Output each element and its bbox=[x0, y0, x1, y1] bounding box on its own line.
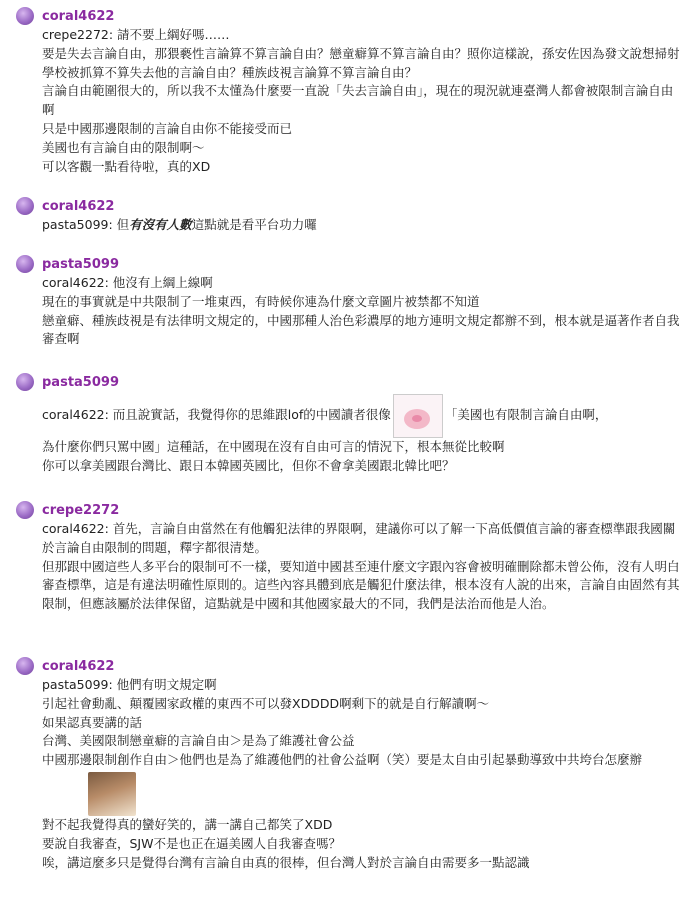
comment-author[interactable]: coral4622 bbox=[42, 659, 115, 674]
comment-line bbox=[42, 216, 684, 235]
comment-line: 現在的事實就是中共限制了一堆東西，有時候你連為什麼文章圖片被禁都不知道 bbox=[42, 293, 480, 309]
avatar[interactable] bbox=[16, 373, 34, 391]
comment-line: 如果認真要講的話 bbox=[42, 714, 143, 730]
reply-prefix: pasta5099: 但 bbox=[42, 217, 130, 232]
avatar[interactable] bbox=[16, 197, 34, 215]
comment bbox=[0, 494, 698, 650]
comment-line: 台灣、美國限制戀童癖的言論自由＞是為了維護社會公益 bbox=[42, 733, 355, 749]
comment-line: 只是中國那邊限制的言論自由你不能接受而已 bbox=[42, 120, 293, 136]
comment-text: coral4622: 而且說實話，我覺得你的思維跟lof的中國讀者很像 bbox=[42, 407, 391, 422]
comment-line: 為什麼你們只罵中國」這種話，在中國現在沒有自由可言的情況下，根本無從比較啊 bbox=[42, 439, 505, 454]
comment-text: 「美國也有限制言論自由啊， bbox=[444, 407, 608, 422]
comment-line bbox=[42, 392, 684, 438]
comment-author[interactable]: coral4622 bbox=[42, 9, 115, 24]
avatar[interactable] bbox=[16, 501, 34, 519]
comment-line: 中國那邊限制創作自由＞他們也是為了維護他們的社會公益啊（笑）要是太自由引起暴動導致中共垮台怎麼辦 bbox=[42, 752, 643, 768]
comment-line: 引起社會動亂、顛覆國家政權的東西不可以發XDDDD啊剩下的就是自行解讀啊～ bbox=[42, 695, 490, 711]
comment-line: 要說自我審查，SJW不是也正在逼美國人自我審查嗎？ bbox=[42, 835, 341, 851]
pig-icon bbox=[404, 409, 430, 429]
sticker-image bbox=[393, 394, 443, 438]
comment-author[interactable]: pasta5099 bbox=[42, 257, 119, 272]
comment bbox=[0, 190, 698, 248]
comment-line: 唉，講這麼多只是覺得台灣有言論自由真的很棒，但台灣人對於言論自由需要多一點認識 bbox=[42, 854, 530, 870]
comment-author[interactable]: crepe2272 bbox=[42, 503, 120, 518]
comment bbox=[0, 650, 698, 872]
comment-line: 對不起我覺得真的蠻好笑的，講一講自己都笑了XDD bbox=[42, 816, 333, 832]
emphasis-text: 有沒有人數 bbox=[129, 217, 192, 232]
comment-line: 但那跟中國這些人多平台的限制可不一樣，要知道中國甚至連什麼文字跟內容會被明確刪除都未曾公佈，沒有人明白審查標準，這是有違法明確性原則的。這些內容具體到底是觸犯什麼法律，根本沒有人說的出來，言論自由固然有其限制，但應該屬於法律保留，這點就是中國和其他國家最大的不同，我們是法治而他是人治。 bbox=[42, 558, 680, 612]
comment-line: 戀童癖、種族歧視是有法律明文規定的，中國那種人治色彩濃厚的地方連明文規定都辦不到，根本就是逼著作者自我審查啊 bbox=[42, 312, 680, 347]
comment-line: pasta5099: 他們有明文規定啊 bbox=[42, 677, 217, 692]
avatar[interactable] bbox=[16, 657, 34, 675]
comment-line: crepe2272: 請不要上綱好嗎…… bbox=[42, 27, 230, 42]
comment-line: 你可以拿美國跟台灣比、跟日本韓國英國比，但你不會拿美國跟北韓比吧？ bbox=[42, 457, 455, 473]
comment-line: 言論自由範圍很大的，所以我不太懂為什麼要一直說「失去言論自由」，現在的現況就連臺灣人都會被限制言論自由啊 bbox=[42, 83, 674, 118]
comment-author[interactable]: coral4622 bbox=[42, 199, 115, 214]
comment bbox=[0, 248, 698, 366]
comment-line: 美國也有言論自由的限制啊～ bbox=[42, 139, 205, 155]
reaction-photo bbox=[88, 772, 136, 816]
comment bbox=[0, 0, 698, 190]
comment bbox=[0, 366, 698, 494]
reply-suffix: 這點就是看平台功力囉 bbox=[191, 217, 317, 232]
avatar[interactable] bbox=[16, 7, 34, 25]
comment-line: 要是失去言論自由，那猥褻性言論算不算言論自由？戀童癖算不算言論自由？照你這樣說，孫安佐因為發文說想掃射學校被抓算不算失去他的言論自由？種族歧視言論算不算言論自由？ bbox=[42, 45, 680, 80]
comment-line: 可以客觀一點看待啦，真的XD bbox=[42, 158, 211, 174]
avatar[interactable] bbox=[16, 255, 34, 273]
comment-line: coral4622: 他沒有上綱上線啊 bbox=[42, 275, 213, 290]
comment-author[interactable]: pasta5099 bbox=[42, 375, 119, 390]
comment-line: coral4622: 首先，言論自由當然在有他觸犯法律的界限啊，建議你可以了解一下高低價值言論的審查標準跟我國關於言論自由限制的問題，釋字都很清楚。 bbox=[42, 521, 676, 555]
